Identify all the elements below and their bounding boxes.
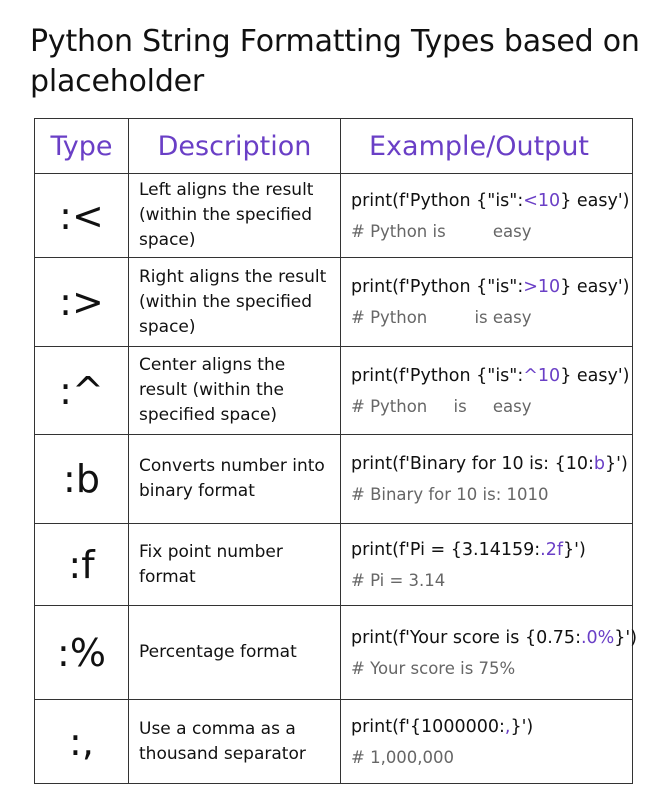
type-cell: :, xyxy=(35,700,129,784)
output-comment: # Binary for 10 is: 1010 xyxy=(351,485,549,504)
description-cell: Right aligns the result (within the specified space) xyxy=(129,258,341,347)
example-cell xyxy=(341,174,633,258)
description-cell: Left aligns the result (within the specified space) xyxy=(129,174,341,258)
example-cell xyxy=(341,700,633,784)
format-spec: <10 xyxy=(523,190,561,211)
example-cell xyxy=(341,258,633,347)
code-text: print(f'Python {"is": xyxy=(351,190,524,211)
type-cell: :% xyxy=(35,606,129,700)
code-text: } easy') xyxy=(560,365,630,386)
type-cell: :b xyxy=(35,435,129,524)
header-type: Type xyxy=(35,119,129,174)
header-description: Description xyxy=(129,119,341,174)
format-spec: >10 xyxy=(523,277,561,297)
format-spec: b xyxy=(593,454,606,474)
code-text: } easy') xyxy=(560,277,630,297)
code-text: }') xyxy=(614,627,638,648)
code-line xyxy=(351,364,632,388)
table-row xyxy=(35,524,633,606)
header-example: Example/Output xyxy=(341,119,633,174)
format-spec: .2f xyxy=(540,539,563,560)
table-row xyxy=(35,258,633,347)
code-text: print(f'Binary for 10 is: {10: xyxy=(351,454,594,474)
example-cell xyxy=(341,524,633,606)
example-cell xyxy=(341,347,633,435)
example-cell xyxy=(341,606,638,700)
format-spec: , xyxy=(504,716,511,737)
table-row xyxy=(35,435,633,524)
code-text: print(f'Python {"is": xyxy=(351,277,524,297)
description-cell: Center aligns the result (within the specified space) xyxy=(129,347,341,435)
table-row xyxy=(35,347,633,435)
description-cell: Percentage format xyxy=(129,606,341,700)
code-text: print(f'{1000000: xyxy=(351,716,505,737)
code-text: }') xyxy=(563,539,586,560)
code-text: }') xyxy=(510,716,534,737)
code-line xyxy=(351,189,632,213)
code-line xyxy=(351,626,638,650)
code-text: print(f'Python {"is": xyxy=(351,365,524,386)
output-comment: # 1,000,000 xyxy=(351,747,455,767)
output-comment: # Python is easy xyxy=(351,308,532,327)
output-comment: # Your score is 75% xyxy=(351,658,516,678)
code-line xyxy=(351,452,632,476)
description-cell: Converts number into binary format xyxy=(129,435,341,524)
table-row xyxy=(35,700,633,784)
format-spec: ^10 xyxy=(523,365,561,386)
table-header-row xyxy=(35,119,633,174)
table-row xyxy=(35,606,633,700)
formatting-types-table xyxy=(34,118,638,784)
output-comment: # Python is easy xyxy=(351,396,532,416)
format-spec: .0% xyxy=(580,627,615,648)
code-line xyxy=(351,275,632,299)
code-text: } easy') xyxy=(560,190,630,211)
code-line xyxy=(351,715,632,739)
description-cell: Use a comma as a thousand separator xyxy=(129,700,341,784)
output-comment: # Pi = 3.14 xyxy=(351,570,446,590)
description-cell: Fix point number format xyxy=(129,524,341,606)
code-text: print(f'Your score is {0.75: xyxy=(351,627,581,648)
type-cell: :< xyxy=(35,174,129,258)
output-comment: # Python is easy xyxy=(351,221,532,241)
code-text: }') xyxy=(605,454,628,474)
page-title: Python String Formatting Types based on placeholder xyxy=(30,24,640,99)
code-text: print(f'Pi = {3.14159: xyxy=(351,539,541,560)
type-cell: :^ xyxy=(35,347,129,435)
type-cell: :> xyxy=(35,258,129,347)
code-line xyxy=(351,538,632,562)
type-cell: :f xyxy=(35,524,129,606)
table-row xyxy=(35,174,633,258)
example-cell xyxy=(341,435,633,524)
